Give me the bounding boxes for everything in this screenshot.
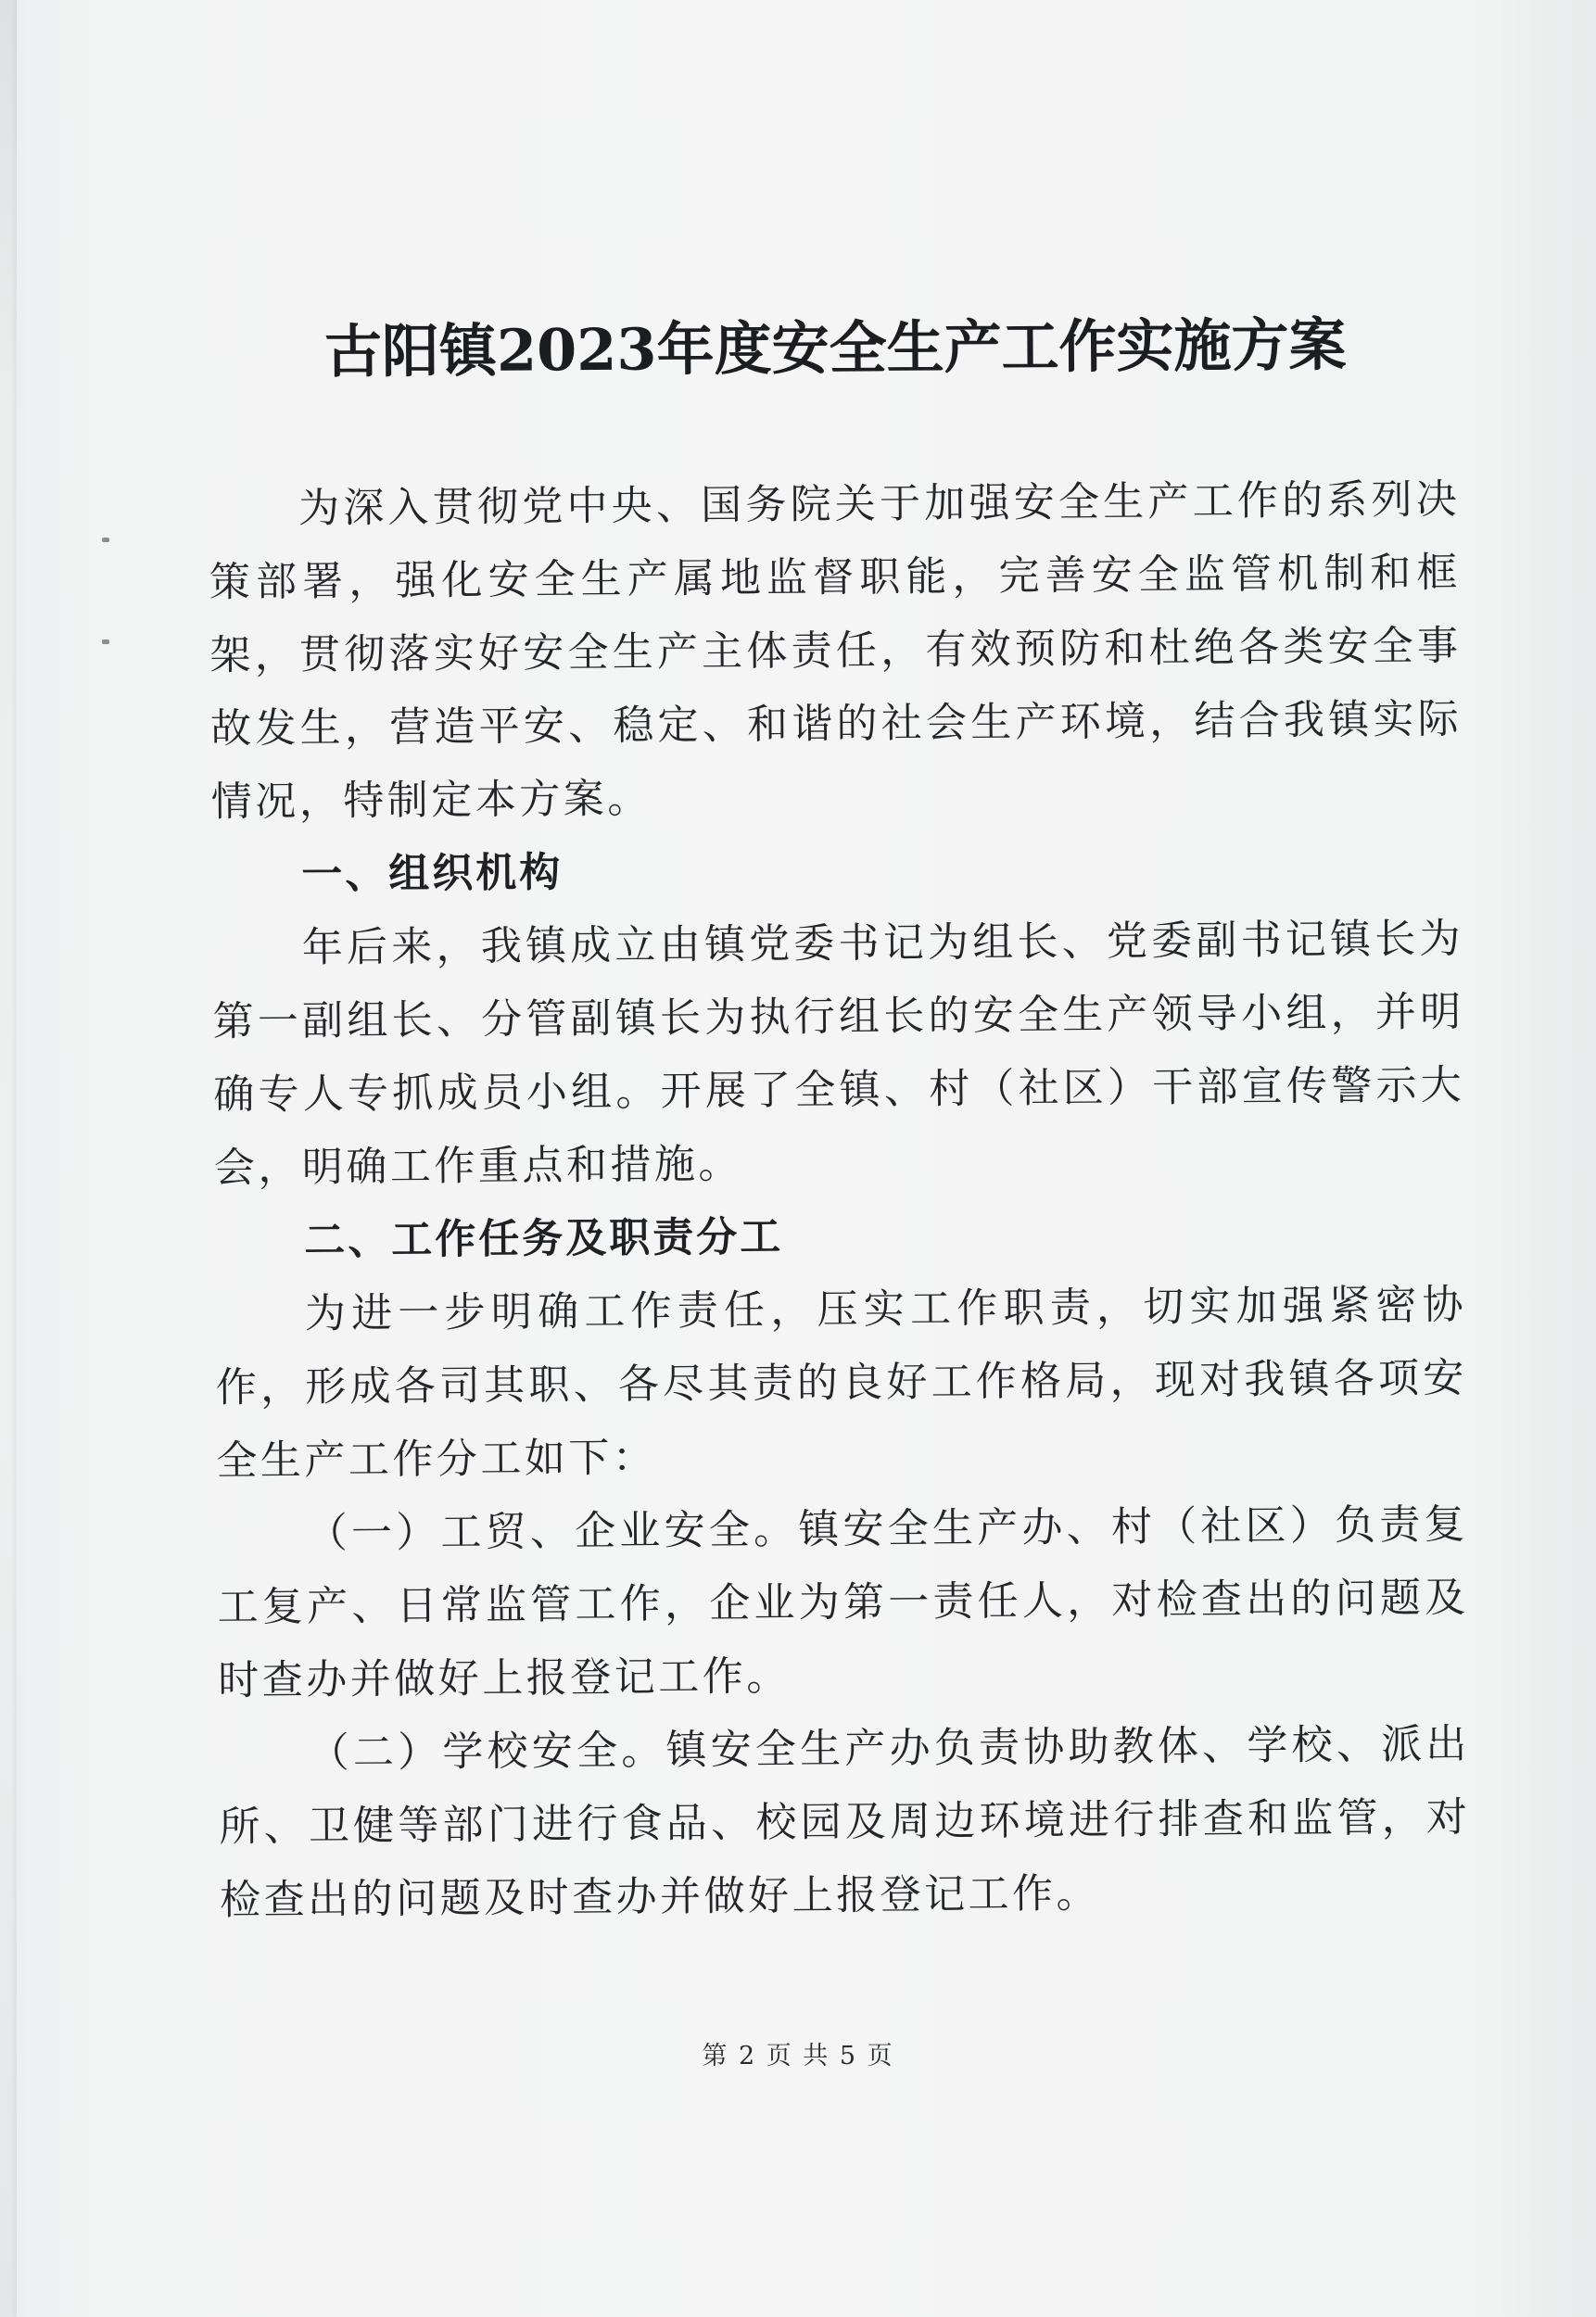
intro-paragraph: 为深入贯彻党中央、国务院关于加强安全生产工作的系列决策部署，强化安全生产属地监督职能，完善安全监管机制和框架，贯彻落实好安全生产主体责任，有效预防和杜绝各类安全事故发生，营造平安、稳定、和谐的社会生产环境，结合我镇实际情况，特制定本方案。	[209, 475, 1463, 826]
document-body	[209, 462, 1471, 1937]
section-heading-tasks: 二、工作任务及职责分工	[304, 1213, 784, 1265]
binding-hole-mark	[102, 639, 109, 644]
tasks-intro-paragraph: 为进一步明确工作责任，压实工作职责，切实加强紧密协作，形成各司其职、各尽其责的良好工作格局，现对我镇各项安全生产工作分工如下：	[215, 1281, 1467, 1485]
binding-hole-mark	[102, 538, 109, 542]
section-heading-organization: 一、组织机构	[301, 849, 564, 899]
school-safety-paragraph: （二）学校安全。镇安全生产办负责协助教体、学校、派出所、卫健等部门进行食品、校园及周边环境进行排查和监管，对检查出的问题及时查办并做好上报登记工作。	[219, 1720, 1471, 1924]
organization-paragraph: 年后来，我镇成立由镇党委书记为组长、党委副书记镇长为第一副组长、分管副镇长为执行组长的安全生产领导小组，并明确专人专抓成员小组。开展了全镇、村（社区）干部宣传警示大会，明确工作重点和措施。	[212, 915, 1465, 1192]
enterprise-safety-paragraph: （一）工贸、企业安全。镇安全生产办、村（社区）负责复工复产、日常监管工作，企业为第一责任人，对检查出的问题及时查办并做好上报登记工作。	[217, 1500, 1469, 1704]
document-title: 古阳镇2023年度安全生产工作实施方案	[323, 310, 1347, 386]
page-number-footer: 第 2 页 共 5 页	[702, 2042, 894, 2070]
